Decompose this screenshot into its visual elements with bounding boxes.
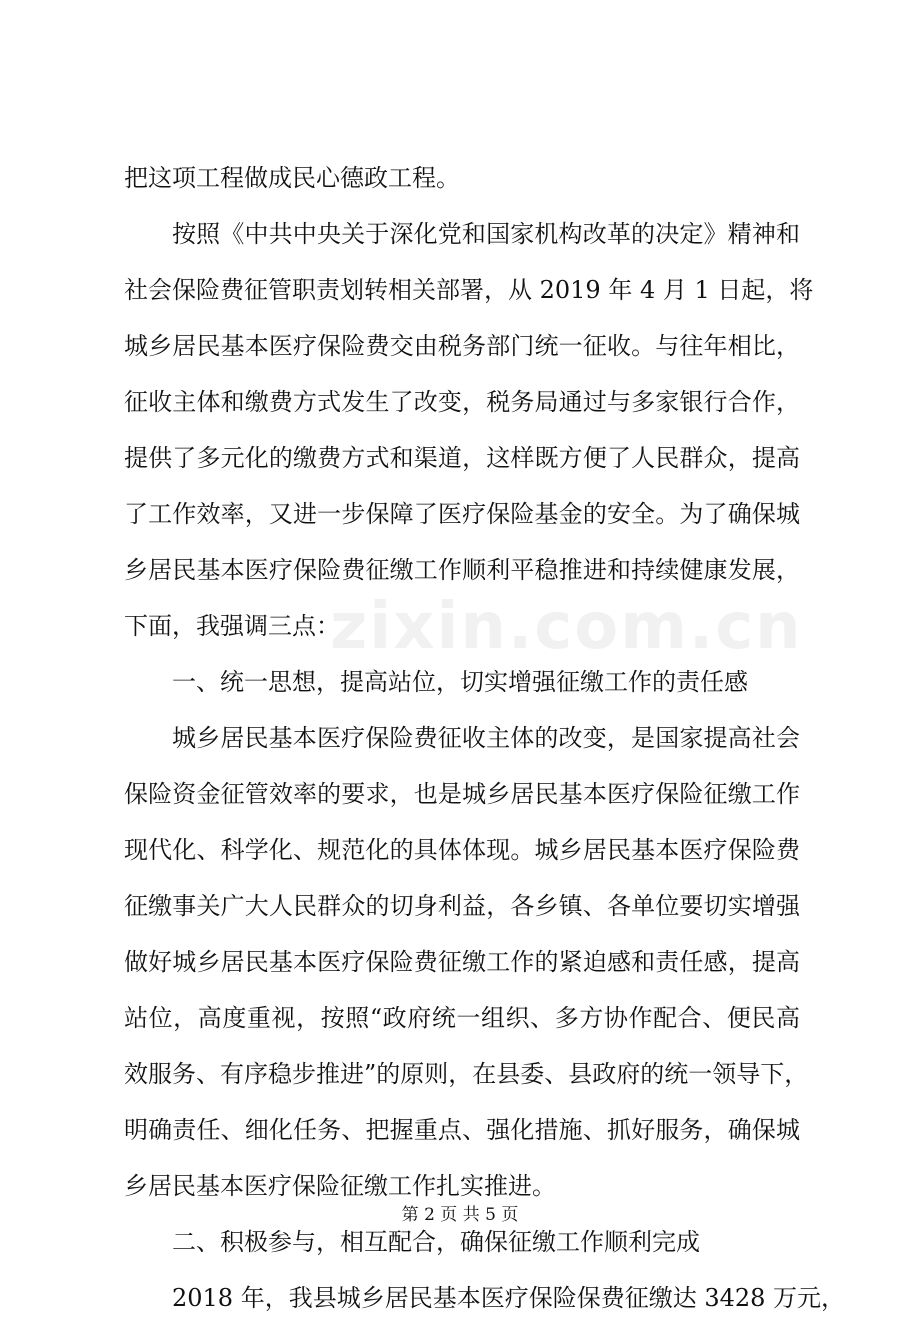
paragraph-line: 下面，我强调三点：: [124, 612, 340, 640]
paragraph-line: 了工作效率，又进一步保障了医疗保险基金的安全。为了确保城: [124, 500, 800, 528]
paragraph-line: 征缴事关广大人民群众的切身利益，各乡镇、各单位要切实增强: [124, 892, 800, 920]
paragraph-line: 城乡居民基本医疗保险费交由税务部门统一征收。与往年相比，: [124, 332, 800, 360]
page-number-footer: 第 2 页 共 5 页: [401, 1205, 519, 1225]
paragraph-line: 把这项工程做成民心德政工程。: [124, 164, 460, 192]
paragraph-line: 保险资金征管效率的要求，也是城乡居民基本医疗保险征缴工作: [124, 780, 800, 808]
paragraph-line: 提供了多元化的缴费方式和渠道，这样既方便了人民群众，提高: [124, 444, 800, 472]
paragraph-line: 做好城乡居民基本医疗保险费征缴工作的紧迫感和责任感，提高: [124, 948, 800, 976]
paragraph-line: 2018 年，我县城乡居民基本医疗保险保费征缴达 3428 万元，: [172, 1284, 846, 1312]
watermark: zixin.com.cn: [330, 590, 803, 664]
paragraph-line: 社会保险费征管职责划转相关部署，从 2019 年 4 月 1 日起，将: [124, 276, 814, 304]
paragraph-line: 站位，高度重视，按照“政府统一组织、多方协作配合、便民高: [124, 1004, 800, 1032]
paragraph-line: 效服务、有序稳步推进”的原则，在县委、县政府的统一领导下，: [124, 1060, 809, 1088]
section-heading: 一、统一思想，提高站位，切实增强征缴工作的责任感: [172, 668, 748, 696]
paragraph-line: 按照《中共中央关于深化党和国家机构改革的决定》精神和: [172, 220, 800, 248]
paragraph-line: 现代化、科学化、规范化的具体体现。城乡居民基本医疗保险费: [124, 836, 800, 864]
paragraph-line: 城乡居民基本医疗保险费征收主体的改变，是国家提高社会: [172, 724, 800, 752]
paragraph-line: 明确责任、细化任务、把握重点、强化措施、抓好服务，确保城: [124, 1116, 800, 1144]
paragraph-line: 乡居民基本医疗保险费征缴工作顺利平稳推进和持续健康发展，: [124, 556, 800, 584]
paragraph-line: 乡居民基本医疗保险征缴工作扎实推进。: [124, 1172, 556, 1200]
document-body: [124, 150, 846, 1326]
paragraph-line: 征收主体和缴费方式发生了改变，税务局通过与多家银行合作，: [124, 388, 800, 416]
section-heading: 二、积极参与，相互配合，确保征缴工作顺利完成: [172, 1228, 700, 1256]
